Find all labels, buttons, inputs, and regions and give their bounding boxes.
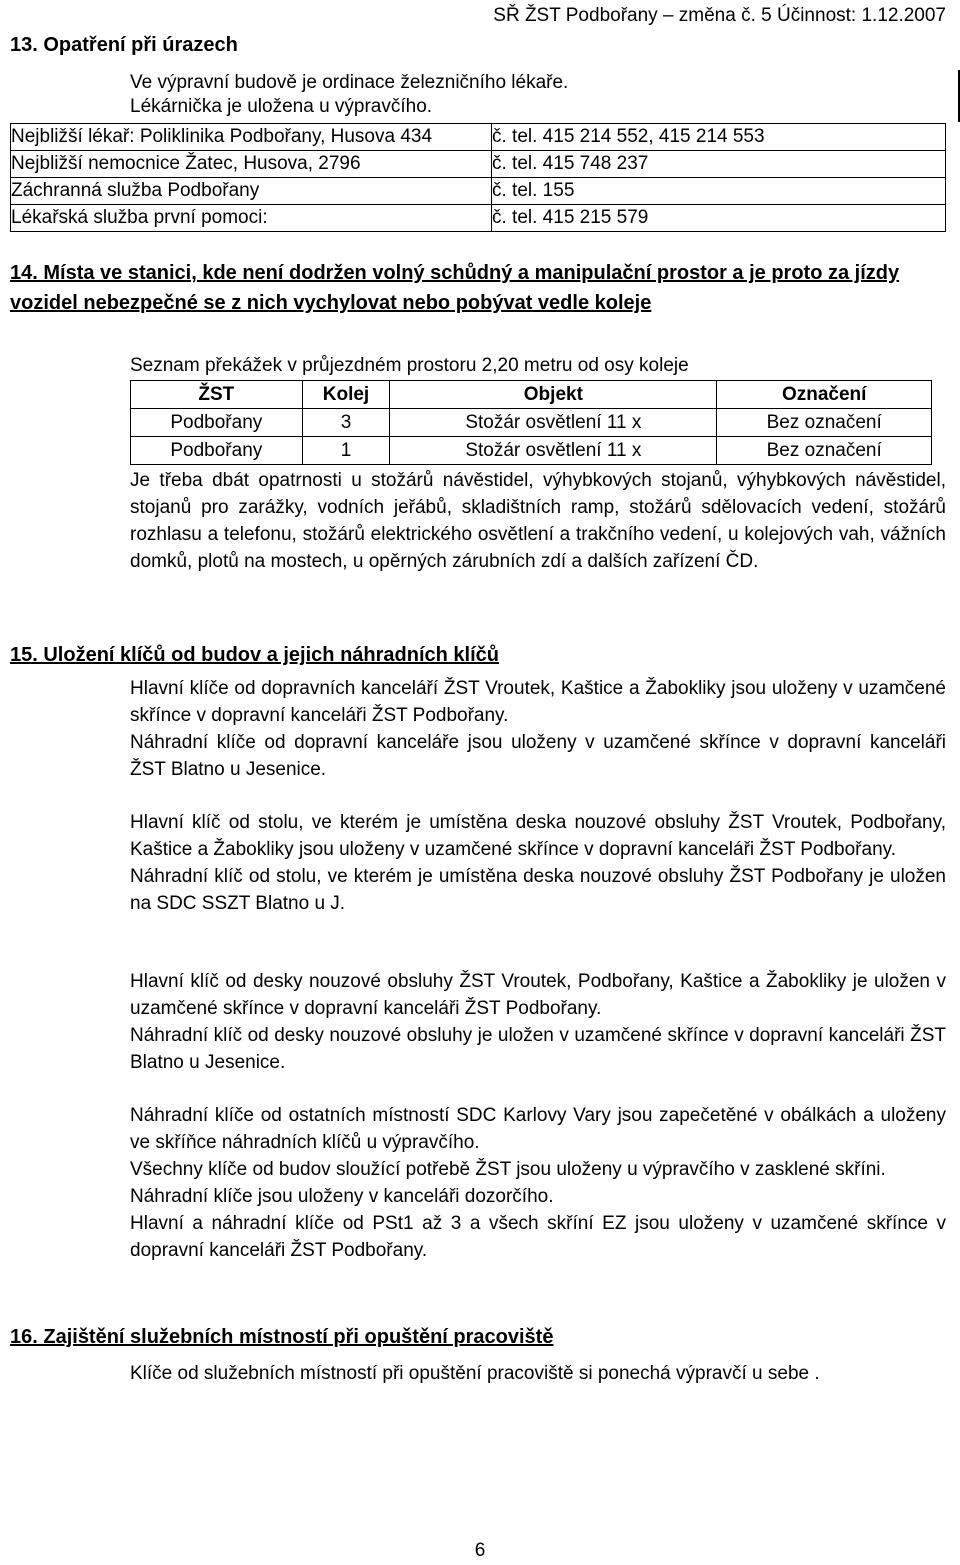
- col-header: Označení: [717, 381, 932, 409]
- contact-phone: č. tel. 155: [492, 178, 946, 205]
- section-13-title: 13. Opatření při úrazech: [10, 34, 238, 56]
- cell: Podbořany: [131, 409, 303, 437]
- contacts-table: [10, 123, 946, 232]
- paragraph: Náhradní klíč od desky nouzové obsluhy je uložen v uzamčené skřínce v dopravní kanceláři ŽST Blatno u Jesenice.: [130, 1025, 946, 1073]
- contact-name: Nejbližší nemocnice Žatec, Husova, 2796: [11, 151, 492, 178]
- table-row: [11, 151, 946, 178]
- contact-name: Lékařská služba první pomoci:: [11, 205, 492, 232]
- table-row: [131, 437, 932, 465]
- s15-block-2: [130, 809, 946, 917]
- s14-note-text: Je třeba dbát opatrnosti u stožárů návěstidel, výhybkových stojanů, výhybkových návěstidel, stojanů pro zarážky, vodních jeřábů, skladištních ramp, stožárů sdělovacích vedení, stožárů rozhlasu a telefonu, stožárů elektrického osvětlení a trakčního vedení, u kolejových vah, vážních domků, plotů na mostech, u opěrných zárubních zdí a dalších zařízení ČD.: [130, 470, 946, 572]
- contact-phone: č. tel. 415 214 552, 415 214 553: [492, 124, 946, 151]
- section-14-title: 14. Místa ve stanici, kde není dodržen volný schůdný a manipulační prostor a je proto za jízdy vozidel nebezpečné se z nich vychylovat nebo pobývat vedle koleje: [10, 262, 900, 314]
- obstacles-table: [130, 380, 932, 465]
- table-row: [11, 124, 946, 151]
- cell: Stožár osvětlení 11 x: [390, 409, 717, 437]
- paragraph: Náhradní klíče od dopravní kanceláře jsou uloženy v uzamčené skřínce v dopravní kanceláři ŽST Blatno u Jesenice.: [130, 732, 946, 780]
- s13-line-2: Lékárnička je uložena u výpravčího.: [130, 96, 433, 117]
- contact-phone: č. tel. 415 748 237: [492, 151, 946, 178]
- col-header: Objekt: [390, 381, 717, 409]
- paragraph: Náhradní klíč od stolu, ve kterém je umístěna deska nouzové obsluhy ŽST Podbořany je uložen na SDC SSZT Blatno u J.: [130, 866, 946, 914]
- table-row: [131, 409, 932, 437]
- cell: 3: [302, 409, 390, 437]
- paragraph: Hlavní klíče od dopravních kanceláří ŽST Vroutek, Kaštice a Žabokliky jsou uloženy v uzamčené skřínce v dopravní kanceláři ŽST Podbořany.: [130, 678, 946, 726]
- paragraph: Hlavní klíč od desky nouzové obsluhy ŽST Vroutek, Podbořany, Kaštice a Žabokliky je uložen v uzamčené skřínce v dopravní kanceláři ŽST Podbořany.: [130, 971, 946, 1019]
- paragraph: Náhradní klíče od ostatních místností SDC Karlovy Vary jsou zapečetěné v obálkách a uloženy ve skříňce náhradních klíčů u výpravčího.: [130, 1105, 946, 1153]
- section-16-title: 16. Zajištění služebních místností při opuštění pracoviště: [10, 1326, 554, 1348]
- paragraph: Hlavní a náhradní klíče od PSt1 až 3 a všech skříní EZ jsou uloženy v uzamčené skřínce v dopravní kanceláři ŽST Podbořany.: [130, 1213, 946, 1261]
- section-15-title: 15. Uložení klíčů od budov a jejich náhradních klíčů: [10, 644, 499, 666]
- paragraph: Klíče od služebních místností při opuštění pracoviště si ponechá výpravčí u sebe .: [130, 1363, 820, 1384]
- contact-phone: č. tel. 415 215 579: [492, 205, 946, 232]
- table-header-row: [131, 381, 932, 409]
- cell: Stožár osvětlení 11 x: [390, 437, 717, 465]
- contact-name: Nejbližší lékař: Poliklinika Podbořany, Husova 434: [11, 124, 492, 151]
- col-header: ŽST: [131, 381, 303, 409]
- paragraph: Náhradní klíče jsou uloženy v kanceláři dozorčího.: [130, 1186, 554, 1207]
- s13-line-1: Ve výpravní budově je ordinace železničního lékaře.: [130, 72, 569, 93]
- s14-intro: Seznam překážek v průjezdném prostoru 2,20 metru od osy koleje: [130, 355, 689, 376]
- table-row: [11, 205, 946, 232]
- page-number: 6: [474, 1540, 486, 1561]
- contact-name: Záchranná služba Podbořany: [11, 178, 492, 205]
- cell: Podbořany: [131, 437, 303, 465]
- s15-block-4: [130, 1102, 946, 1264]
- s14-note: [130, 467, 946, 575]
- cell: Bez označení: [717, 409, 932, 437]
- cell: 1: [302, 437, 390, 465]
- s16-block: [130, 1360, 946, 1387]
- s15-block-1: [130, 675, 946, 783]
- document-header: SŘ ŽST Podbořany – změna č. 5 Účinnost: 1.12.2007: [493, 5, 946, 26]
- col-header: Kolej: [302, 381, 390, 409]
- table-row: [11, 178, 946, 205]
- s15-block-3: [130, 968, 946, 1076]
- cell: Bez označení: [717, 437, 932, 465]
- paragraph: Všechny klíče od budov sloužící potřebě ŽST jsou uloženy u výpravčího v zasklené skříni.: [130, 1159, 886, 1180]
- paragraph: Hlavní klíč od stolu, ve kterém je umístěna deska nouzové obsluhy ŽST Vroutek, Podbořany, Kaštice a Žabokliky jsou uloženy v uzamčené skřínce v dopravní kanceláři ŽST Podbořany.: [130, 812, 946, 860]
